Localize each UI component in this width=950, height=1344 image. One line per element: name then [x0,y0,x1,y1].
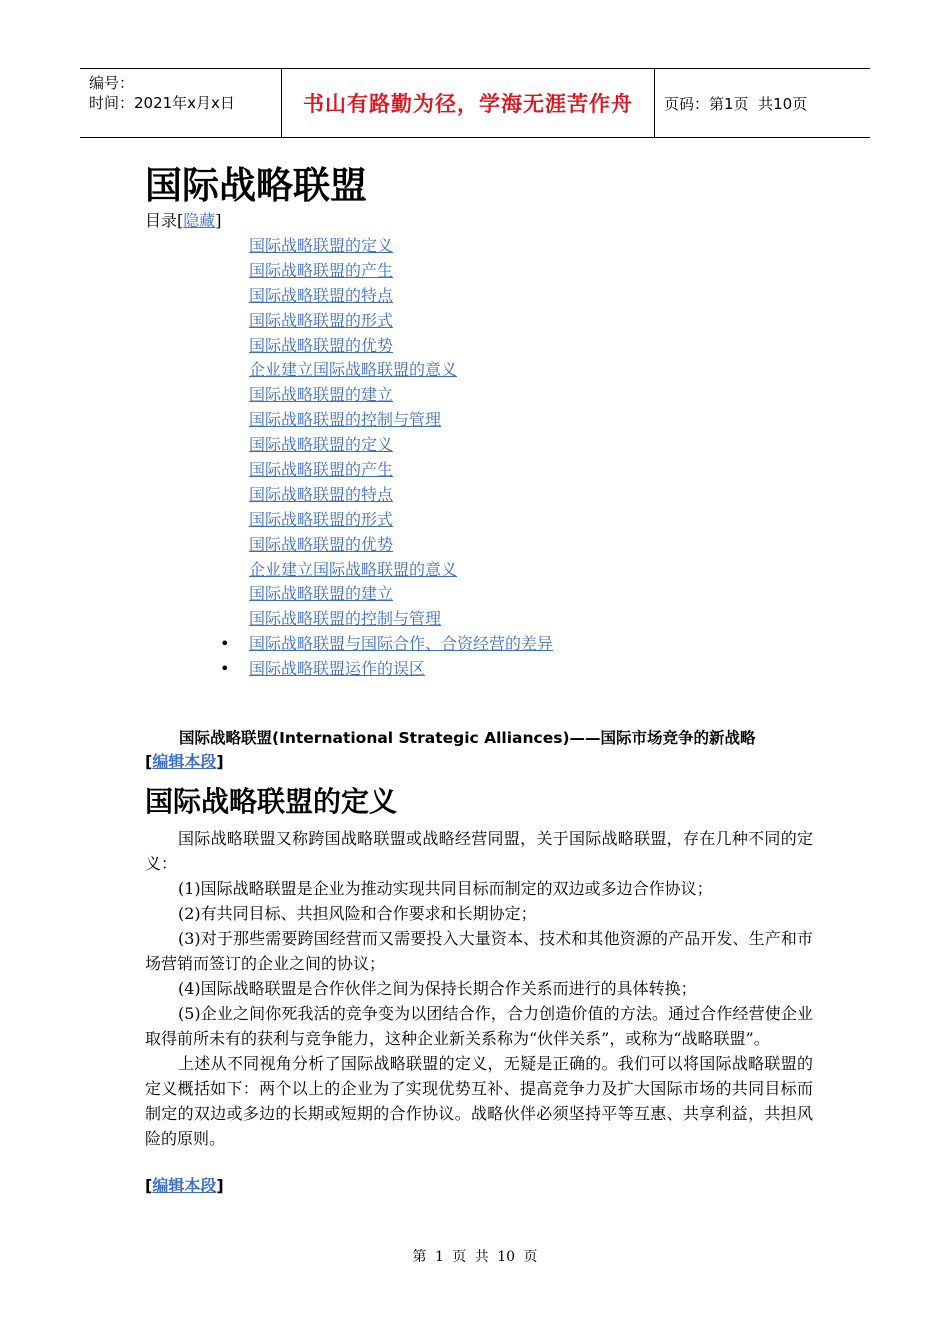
header-motto: 书山有路勤为径，学海无涯苦作舟 [282,69,655,137]
toc-label: 目录 [145,211,178,230]
article-subtitle: 国际战略联盟(International Strategic Alliances)——国际市场竞争的新战略 [179,729,756,747]
toc-link[interactable]: 国际战略联盟运作的误区 [249,659,426,679]
toc-bracket-open: [ [177,211,184,230]
toc-bracket-close: ] [215,211,222,230]
paragraph: (1)国际战略联盟是企业为推动实现共同目标而制定的双边或多边合作协议； [178,879,713,898]
page-info-text: 页码：第1页 共10页 [664,94,808,113]
toc-link[interactable]: 国际战略联盟的控制与管理 [249,609,442,629]
toc-link[interactable]: 国际战略联盟的产生 [249,260,394,280]
toc-item [249,607,553,632]
toc-item [249,558,553,583]
toc-item [249,458,553,483]
edit-section-button[interactable]: 编辑本段 [152,752,217,771]
paragraph: (2)有共同目标、共担风险和合作要求和长期协定； [178,904,537,923]
number-label: 编号： [89,74,135,92]
edit-section-link-1 [145,751,224,773]
edit-bracket-close: ] [216,752,224,771]
toc-link[interactable]: 国际战略联盟的建立 [249,385,394,405]
toc-item [249,582,553,607]
toc-link[interactable]: 国际战略联盟的形式 [249,310,394,330]
toc-link[interactable]: 国际战略联盟的控制与管理 [249,410,442,430]
date-label: 时间：2021年x月x日 [89,94,235,112]
toc-link[interactable]: 国际战略联盟与国际合作、合资经营的差异 [249,634,554,654]
edit-bracket-close: ] [216,1176,224,1195]
page-footer: 第 1 页 共 10 页 [412,1249,538,1265]
paragraph: (3)对于那些需要跨国经营而又需要投入大量资本、技术和其他资源的产品开发、生产和市场营销而签订的企业之间的协议； [145,929,813,973]
edit-bracket-open: [ [145,1176,153,1195]
toc-item [249,309,553,334]
toc-header [145,210,222,232]
toc-link[interactable]: 国际战略联盟的特点 [249,484,394,504]
toc-item [249,483,553,508]
toc-hide-link[interactable]: 隐藏 [183,211,216,230]
toc-item [249,334,553,359]
edit-section-link-2 [145,1175,224,1197]
toc-link[interactable]: 国际战略联盟的定义 [249,236,394,255]
toc-link[interactable]: 国际战略联盟的形式 [249,509,394,529]
toc-link[interactable]: 国际战略联盟的建立 [249,584,394,604]
toc-link[interactable]: 国际战略联盟的优势 [249,335,394,355]
toc-item [249,533,553,558]
edit-bracket-open: [ [145,752,153,771]
header-meta [80,69,282,137]
toc-list [249,234,553,682]
toc-item [249,632,553,657]
edit-section-button[interactable]: 编辑本段 [152,1176,217,1195]
page-title: 国际战略联盟 [145,163,367,207]
toc-link[interactable]: 国际战略联盟的产生 [249,460,394,480]
toc-item [249,234,553,259]
toc-link[interactable]: 国际战略联盟的特点 [249,285,394,305]
toc-link[interactable]: 企业建立国际战略联盟的意义 [249,360,458,380]
header-page-info [655,69,870,137]
paragraph: 上述从不同视角分析了国际战略联盟的定义，无疑是正确的。我们可以将国际战略联盟的定义概括如下：两个以上的企业为了实现优势互补、提高竞争力及扩大国际市场的共同目标而制定的双边或多边的长期或短期的合作协议。战略伙伴必须坚持平等互惠、共享利益，共担风险的原则。 [145,1054,813,1148]
toc-item [249,433,553,458]
page-header [80,68,870,138]
toc-link[interactable]: 国际战略联盟的优势 [249,534,394,554]
paragraph: 国际战略联盟又称跨国战略联盟或战略经营同盟，关于国际战略联盟，存在几种不同的定义： [145,829,813,873]
toc-item [249,408,553,433]
toc-item [249,284,553,309]
toc-item [249,657,553,682]
toc-item [249,383,553,408]
toc-link[interactable]: 国际战略联盟的定义 [249,435,394,455]
toc-item [249,259,553,284]
section-body [145,826,813,1151]
toc-item [249,508,553,533]
paragraph: (4)国际战略联盟是合作伙伴之间为保持长期合作关系而进行的具体转换； [178,979,697,998]
toc-link[interactable]: 企业建立国际战略联盟的意义 [249,559,458,579]
toc-item [249,358,553,383]
paragraph: (5)企业之间你死我活的竞争变为以团结合作，合力创造价值的方法。通过合作经营使企业取得前所未有的获利与竞争能力，这种企业新关系称为“伙伴关系”，或称为“战略联盟”。 [145,1004,813,1048]
section-heading-definition: 国际战略联盟的定义 [145,785,398,818]
